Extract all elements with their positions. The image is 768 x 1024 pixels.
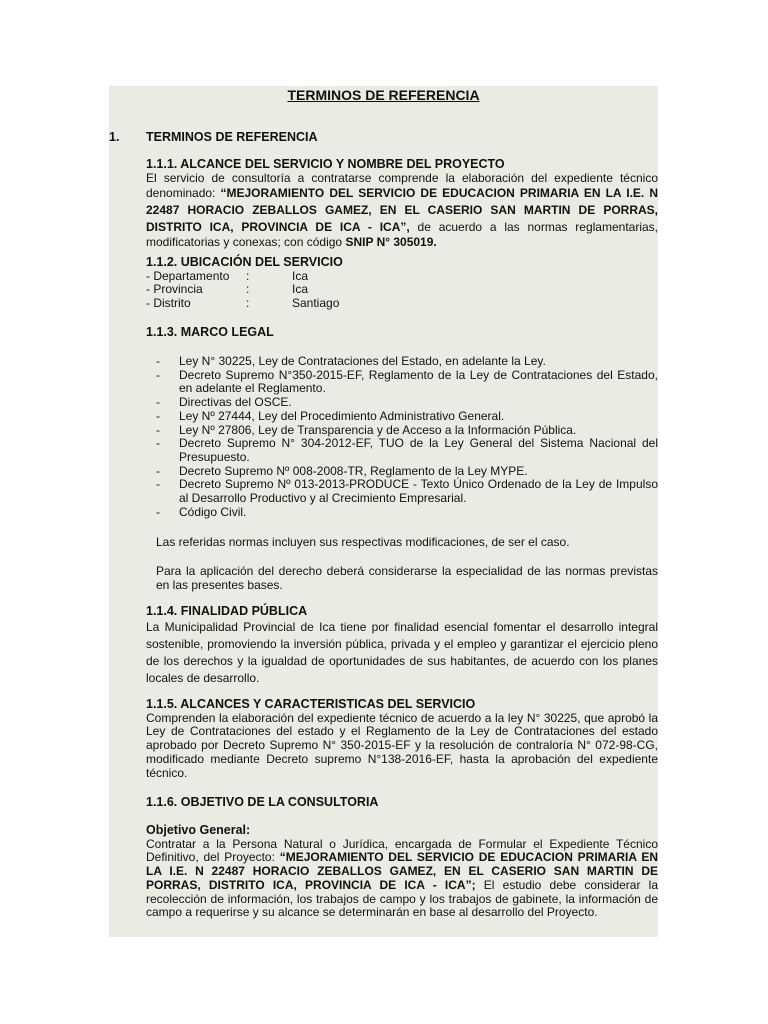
list-item — [156, 396, 658, 410]
list-item-text: Decreto Supremo N°350-2015-EF, Reglamento de la Ley de Contrataciones del Estado, en adelante el Reglamento. — [179, 367, 658, 396]
bullet: - — [156, 504, 160, 519]
heading-finalidad: 1.1.4. FINALIDAD PÚBLICA — [146, 604, 308, 618]
marco-legal-note-1: Las referidas normas incluyen sus respectivas modificaciones, de ser el caso. — [156, 535, 570, 549]
list-item-text: Ley N° 30225, Ley de Contrataciones del Estado, en adelante la Ley. — [179, 354, 546, 368]
heading-marco-legal: 1.1.3. MARCO LEGAL — [146, 325, 274, 339]
objetivo-text-b: El estudio debe considerar la recolección de información, los trabajos de campo y los trabajos de gabinete, la información de campo a requerirse y su alcance se determinarán en base al desarrollo del Proyecto. — [146, 877, 658, 920]
location-row — [146, 297, 658, 311]
marco-legal-note-2: Para la aplicación del derecho deberá considerarse la especialidad de las normas previstas en las presentes bases. — [156, 564, 658, 592]
alcance-project-name: “MEJORAMIENTO DEL SERVICIO DE EDUCACION PRIMARIA EN LA I.E. N 22487 HORACIO ZEBALLOS GAMEZ, EN EL CASERIO SAN MARTIN DE PORRAS, DISTRITO ICA, PROVINCIA DE ICA - ICA”, — [146, 186, 658, 235]
heading-objetivo: 1.1.6. OBJETIVO DE LA CONSULTORIA — [146, 795, 379, 809]
list-item — [156, 506, 658, 520]
heading-alcance: 1.1.1. ALCANCE DEL SERVICIO Y NOMBRE DEL PROYECTO — [146, 157, 505, 171]
bullet: - — [156, 367, 160, 382]
alcance-text-b: de acuerdo a las normas reglamentarias, modificatorias y conexas; con código — [146, 220, 659, 250]
alcance-text-a: El servicio de consultoría a contratarse comprende la elaboración del expediente técnico denominado: — [146, 170, 658, 201]
section-finalidad — [146, 605, 658, 687]
bullet: - — [156, 477, 160, 492]
list-item-text: Ley Nº 27806, Ley de Transparencia y de Acceso a la Información Pública. — [179, 422, 577, 437]
list-item-text: Decreto Supremo Nº 013-2013-PRODUCE - Texto Único Ordenado de la Ley de Impulso al Desarrollo Productivo y al Crecimiento Empresarial. — [179, 477, 658, 506]
section-ubicacion — [146, 256, 658, 311]
location-key: - Distrito — [146, 296, 191, 311]
location-sep: : — [246, 282, 250, 297]
heading-ubicacion: 1.1.2. UBICACIÓN DEL SERVICIO — [146, 255, 343, 269]
bullet: - — [156, 463, 160, 478]
document-page — [109, 86, 658, 937]
section-alcances-caracteristicas — [146, 698, 658, 780]
location-sep: : — [246, 268, 250, 283]
legal-list — [156, 355, 658, 519]
list-item-text: Decreto Supremo N° 304-2012-EF, TUO de la Ley General del Sistema Nacional del Presupuesto. — [179, 436, 658, 464]
list-item — [156, 424, 658, 438]
section-marco-legal — [146, 326, 658, 340]
bullet: - — [156, 408, 160, 423]
objetivo-text-a: Contratar a la Persona Natural o Jurídica, encargada de Formular el Expediente Técnico Definitivo, del Proyecto: — [146, 836, 658, 865]
list-item-text: Directivas del OSCE. — [179, 395, 292, 410]
location-key: - Departamento — [146, 268, 230, 283]
heading-alcances-caracteristicas: 1.1.5. ALCANCES Y CARACTERISTICAS DEL SERVICIO — [146, 697, 476, 711]
location-sep: : — [246, 296, 250, 311]
location-row — [146, 270, 658, 284]
alcances-text: Comprenden la elaboración del expediente técnico de acuerdo a la ley N° 30225, que aprobó la Ley de Contrataciones del estado y el Reglamento de la Ley de Contrataciones del estado aprobado por Decreto Supremo N° 350-2015-EF y la resolución de contraloría N° 072-98-CG, modificado mediante Decreto supremo N°138-2016-EF, hasta la aprobación del expediente técnico. — [146, 710, 658, 780]
objetivo-project-name: “MEJORAMIENTO DEL SERVICIO DE EDUCACION PRIMARIA EN LA I.E. N 22487 HORACIO ZEBALLOS GAMEZ, EN EL CASERIO SAN MARTIN DE PORRAS, DISTRITO ICA, PROVINCIA DE ICA - ICA”; — [146, 850, 658, 892]
list-item — [156, 369, 658, 396]
list-item — [156, 437, 658, 464]
list-item — [156, 478, 658, 505]
list-item-text: Ley Nº 27444, Ley del Procedimiento Administrativo General. — [179, 408, 505, 423]
section-objetivo — [146, 796, 658, 810]
document-title: TERMINOS DE REFERENCIA — [287, 87, 480, 103]
location-value: Ica — [292, 268, 309, 283]
list-item — [156, 355, 658, 369]
location-row — [146, 283, 658, 297]
bullet: - — [156, 354, 160, 368]
location-value: Santiago — [292, 296, 340, 311]
section-title: TERMINOS DE REFERENCIA — [146, 130, 318, 144]
subheading-objetivo-general: Objetivo General: — [146, 823, 251, 837]
list-item-text: Código Civil. — [179, 504, 247, 519]
finalidad-text: La Municipalidad Provincial de Ica tiene por finalidad esencial fomentar el desarrollo integral sostenible, promoviendo la inversión pública, privada y el empleo y garantizar el ejercicio pleno de los derechos y la igualdad de oportunidades de sus habitantes, de acuerdo con los planes locales de desarrollo. — [146, 619, 658, 685]
list-item-text: Decreto Supremo Nº 008-2008-TR, Reglamento de la Ley MYPE. — [179, 463, 528, 478]
section-objetivo-general — [146, 824, 658, 920]
section-alcance — [146, 158, 658, 250]
location-key: - Provincia — [146, 282, 203, 297]
bullet: - — [156, 422, 160, 437]
section-number: 1. — [109, 130, 120, 144]
bullet: - — [156, 436, 160, 451]
list-item — [156, 410, 658, 424]
location-value: Ica — [292, 282, 309, 297]
bullet: - — [156, 395, 160, 410]
alcance-snip-code: SNIP N° 305019. — [345, 235, 437, 250]
